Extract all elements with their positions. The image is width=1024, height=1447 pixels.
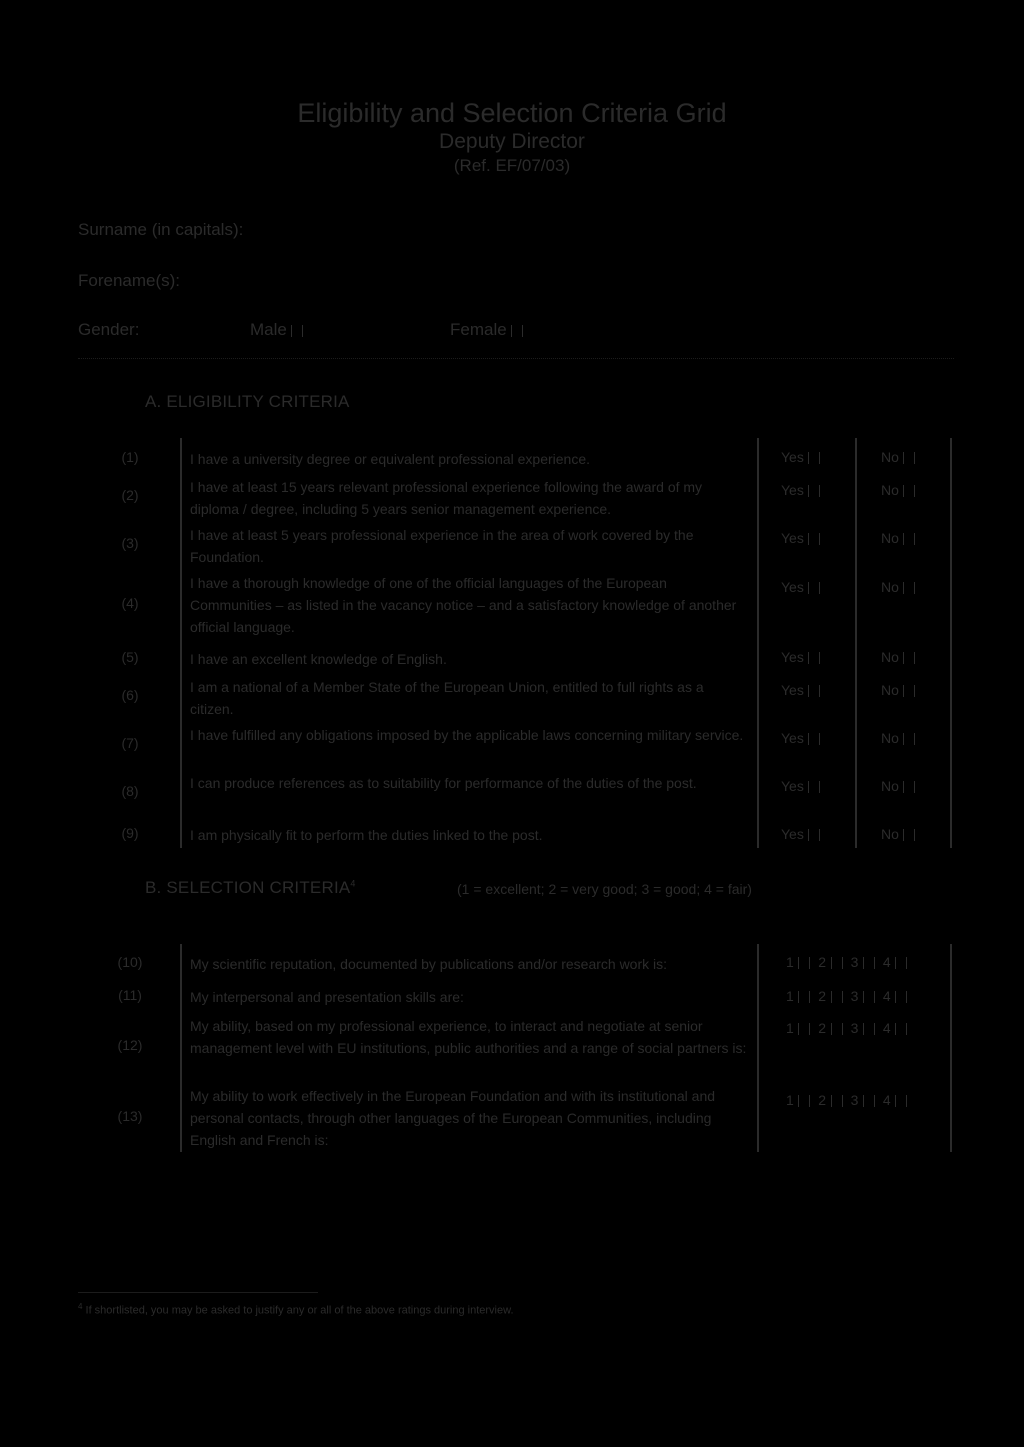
no-checkbox[interactable] [903,733,915,745]
criterion-text: I have at least 15 years relevant professional experience following the award of my diploma / degree, including 5 years senior management experience. [190,479,703,517]
rating-option[interactable] [818,1092,842,1108]
rating-checkbox[interactable] [798,991,810,1003]
rating-option[interactable] [786,988,810,1004]
no-checkbox[interactable] [903,452,915,464]
yes-option[interactable] [781,682,820,698]
no-checkbox[interactable] [903,685,915,697]
yes-option[interactable] [781,449,820,465]
criterion-text: I am physically fit to perform the duties linked to the post. [190,827,543,843]
surname-label: Surname (in capitals): [78,220,244,239]
row-number: (12) [117,1037,143,1053]
no-option[interactable] [881,826,915,842]
rating-checkbox[interactable] [831,1095,843,1107]
row-number: (1) [121,449,139,465]
female-checkbox[interactable] [511,325,523,337]
rating-option[interactable] [818,954,842,970]
page-title: Eligibility and Selection Criteria Grid [297,98,727,128]
rating-option[interactable] [786,1020,810,1036]
rating-label: 2 [818,988,827,1004]
yes-option[interactable] [781,530,820,546]
no-option[interactable] [881,579,915,595]
rating-label: 1 [786,1092,795,1108]
rating-label: 4 [882,988,892,1004]
rating-options [786,1092,915,1108]
no-option[interactable] [881,778,915,794]
no-label: No [881,649,899,665]
yes-option[interactable] [781,482,820,498]
gender-female-option[interactable] [450,320,523,340]
yes-checkbox[interactable] [808,652,820,664]
row-number: (13) [117,1108,143,1124]
section-b-title-text: B. SELECTION CRITERIA [145,878,351,897]
criterion-text: My scientific reputation, documented by publications and/or research work is: [190,956,668,972]
table-b-divider-left [180,944,182,1152]
rating-option[interactable] [851,954,875,970]
forename-label: Forename(s): [78,271,181,290]
rating-label: 3 [850,954,859,970]
male-label: Male [250,320,287,339]
row-number: (5) [121,649,139,665]
rating-checkbox[interactable] [798,957,810,969]
footnote-mark: 4 [78,1302,83,1311]
criterion-text: I have fulfilled any obligations imposed by the applicable laws concerning military service. [190,727,744,743]
yes-option[interactable] [781,778,820,794]
yes-label: Yes [781,482,804,498]
rating-option[interactable] [883,954,907,970]
yes-label: Yes [781,579,804,595]
gender-label: Gender: [78,320,140,339]
table-a-divider-no [855,438,857,848]
no-label: No [881,730,899,746]
criterion-text: I have a university degree or equivalent professional experience. [190,451,591,467]
yes-option[interactable] [781,826,820,842]
yes-option[interactable] [781,579,820,595]
no-checkbox[interactable] [903,652,915,664]
section-b-title [145,878,356,898]
no-checkbox[interactable] [903,533,915,545]
row-number: (10) [117,954,143,970]
rating-label: 3 [850,988,859,1004]
criterion-text: I can produce references as to suitability for performance of the duties of the post. [190,775,697,791]
criterion-text: My interpersonal and presentation skills are: [190,989,464,1005]
yes-label: Yes [781,449,804,465]
table-a-divider-yes [757,438,759,848]
no-option[interactable] [881,530,915,546]
rating-label: 4 [882,1092,892,1108]
no-checkbox[interactable] [903,829,915,841]
no-label: No [881,482,899,498]
rating-option[interactable] [883,1092,907,1108]
yes-label: Yes [781,682,804,698]
no-option[interactable] [881,730,915,746]
rating-option[interactable] [818,1020,842,1036]
rating-label: 1 [786,988,795,1004]
yes-checkbox[interactable] [808,533,820,545]
row-number: (11) [118,987,142,1003]
no-checkbox[interactable] [903,582,915,594]
rating-option[interactable] [851,988,875,1004]
table-b-divider-rating [757,944,759,1152]
divider [78,358,954,359]
no-label: No [881,449,899,465]
yes-checkbox[interactable] [808,582,820,594]
no-checkbox[interactable] [903,781,915,793]
no-label: No [881,579,899,595]
criterion-text: I am a national of a Member State of the European Union, entitled to full rights as a citizen. [190,679,704,717]
row-number: (2) [121,487,139,503]
rating-checkbox[interactable] [831,957,843,969]
table-b-divider-right [950,944,952,1152]
yes-label: Yes [781,530,804,546]
rating-checkbox[interactable] [895,1095,907,1107]
yes-label: Yes [781,826,804,842]
criterion-text: I have at least 5 years professional experience in the area of work covered by the Foundation. [190,527,694,565]
rating-options [786,988,915,1004]
yes-checkbox[interactable] [808,452,820,464]
rating-label: 1 [786,954,795,970]
female-label: Female [450,320,507,339]
rating-checkbox[interactable] [895,991,907,1003]
no-checkbox[interactable] [903,485,915,497]
row-number: (7) [121,735,139,751]
yes-label: Yes [781,730,804,746]
no-label: No [881,682,899,698]
rating-label: 2 [818,1020,827,1036]
yes-option[interactable] [781,730,820,746]
rating-label: 4 [882,1020,892,1036]
section-a-title: A. ELIGIBILITY CRITERIA [145,392,350,411]
table-a-divider-left [180,438,182,848]
no-option[interactable] [881,449,915,465]
no-option[interactable] [881,649,915,665]
rating-checkbox[interactable] [831,1023,843,1035]
rating-options [786,1020,915,1036]
no-option[interactable] [881,482,915,498]
rating-option[interactable] [883,988,907,1004]
rating-option[interactable] [818,988,842,1004]
rating-options [786,954,915,970]
row-number: (9) [121,825,139,841]
rating-checkbox[interactable] [863,1023,875,1035]
no-label: No [881,826,899,842]
yes-checkbox[interactable] [808,781,820,793]
rating-label: 1 [786,1020,795,1036]
criterion-text: I have an excellent knowledge of English. [190,651,447,667]
row-number: (4) [121,595,139,611]
footnote-text: If shortlisted, you may be asked to justify any or all of the above ratings during interview. [85,1304,514,1317]
criterion-text: I have a thorough knowledge of one of the official languages of the European Communities – as listed in the vacancy notice – and a satisfactory knowledge of another official language. [190,575,737,635]
rating-label: 2 [818,1092,827,1108]
criterion-text: My ability to work effectively in the European Foundation and with its institutional and personal contacts, through other languages of the European Communities, including English and French is: [190,1088,716,1148]
rating-option[interactable] [883,1020,907,1036]
yes-checkbox[interactable] [808,685,820,697]
page-subtitle: Deputy Director [439,130,585,153]
footnote-ref: 4 [350,878,356,889]
no-label: No [881,530,899,546]
yes-checkbox[interactable] [808,733,820,745]
rating-label: 2 [818,954,827,970]
yes-checkbox[interactable] [808,829,820,841]
rating-label: 3 [850,1020,859,1036]
reference-code: (Ref. EF/07/03) [453,156,571,175]
rating-label: 3 [850,1092,859,1108]
gender-male-option[interactable] [250,320,303,340]
no-label: No [881,778,899,794]
rating-checkbox[interactable] [895,1023,907,1035]
rating-checkbox[interactable] [863,1095,875,1107]
male-checkbox[interactable] [291,325,303,337]
rating-label: 4 [882,954,892,970]
row-number: (3) [121,535,139,551]
no-option[interactable] [881,682,915,698]
row-number: (6) [121,687,139,703]
rating-checkbox[interactable] [798,1023,810,1035]
criterion-text: My ability, based on my professional experience, to interact and negotiate at senior management level with EU institutions, public authorities and a range of social partners is: [190,1018,747,1056]
rating-checkbox[interactable] [831,991,843,1003]
rating-checkbox[interactable] [863,991,875,1003]
footnote-rule [78,1292,318,1293]
footnote [78,1302,514,1317]
rating-option[interactable] [851,1020,875,1036]
yes-option[interactable] [781,649,820,665]
rating-scale: (1 = excellent; 2 = very good; 3 = good; 4 = fair) [457,881,752,897]
rating-option[interactable] [786,954,810,970]
yes-label: Yes [781,778,804,794]
rating-checkbox[interactable] [798,1095,810,1107]
yes-checkbox[interactable] [808,485,820,497]
rating-option[interactable] [786,1092,810,1108]
yes-label: Yes [781,649,804,665]
rating-option[interactable] [851,1092,875,1108]
rating-checkbox[interactable] [895,957,907,969]
row-number: (8) [121,783,139,799]
rating-checkbox[interactable] [863,957,875,969]
table-a-divider-right [950,438,952,848]
